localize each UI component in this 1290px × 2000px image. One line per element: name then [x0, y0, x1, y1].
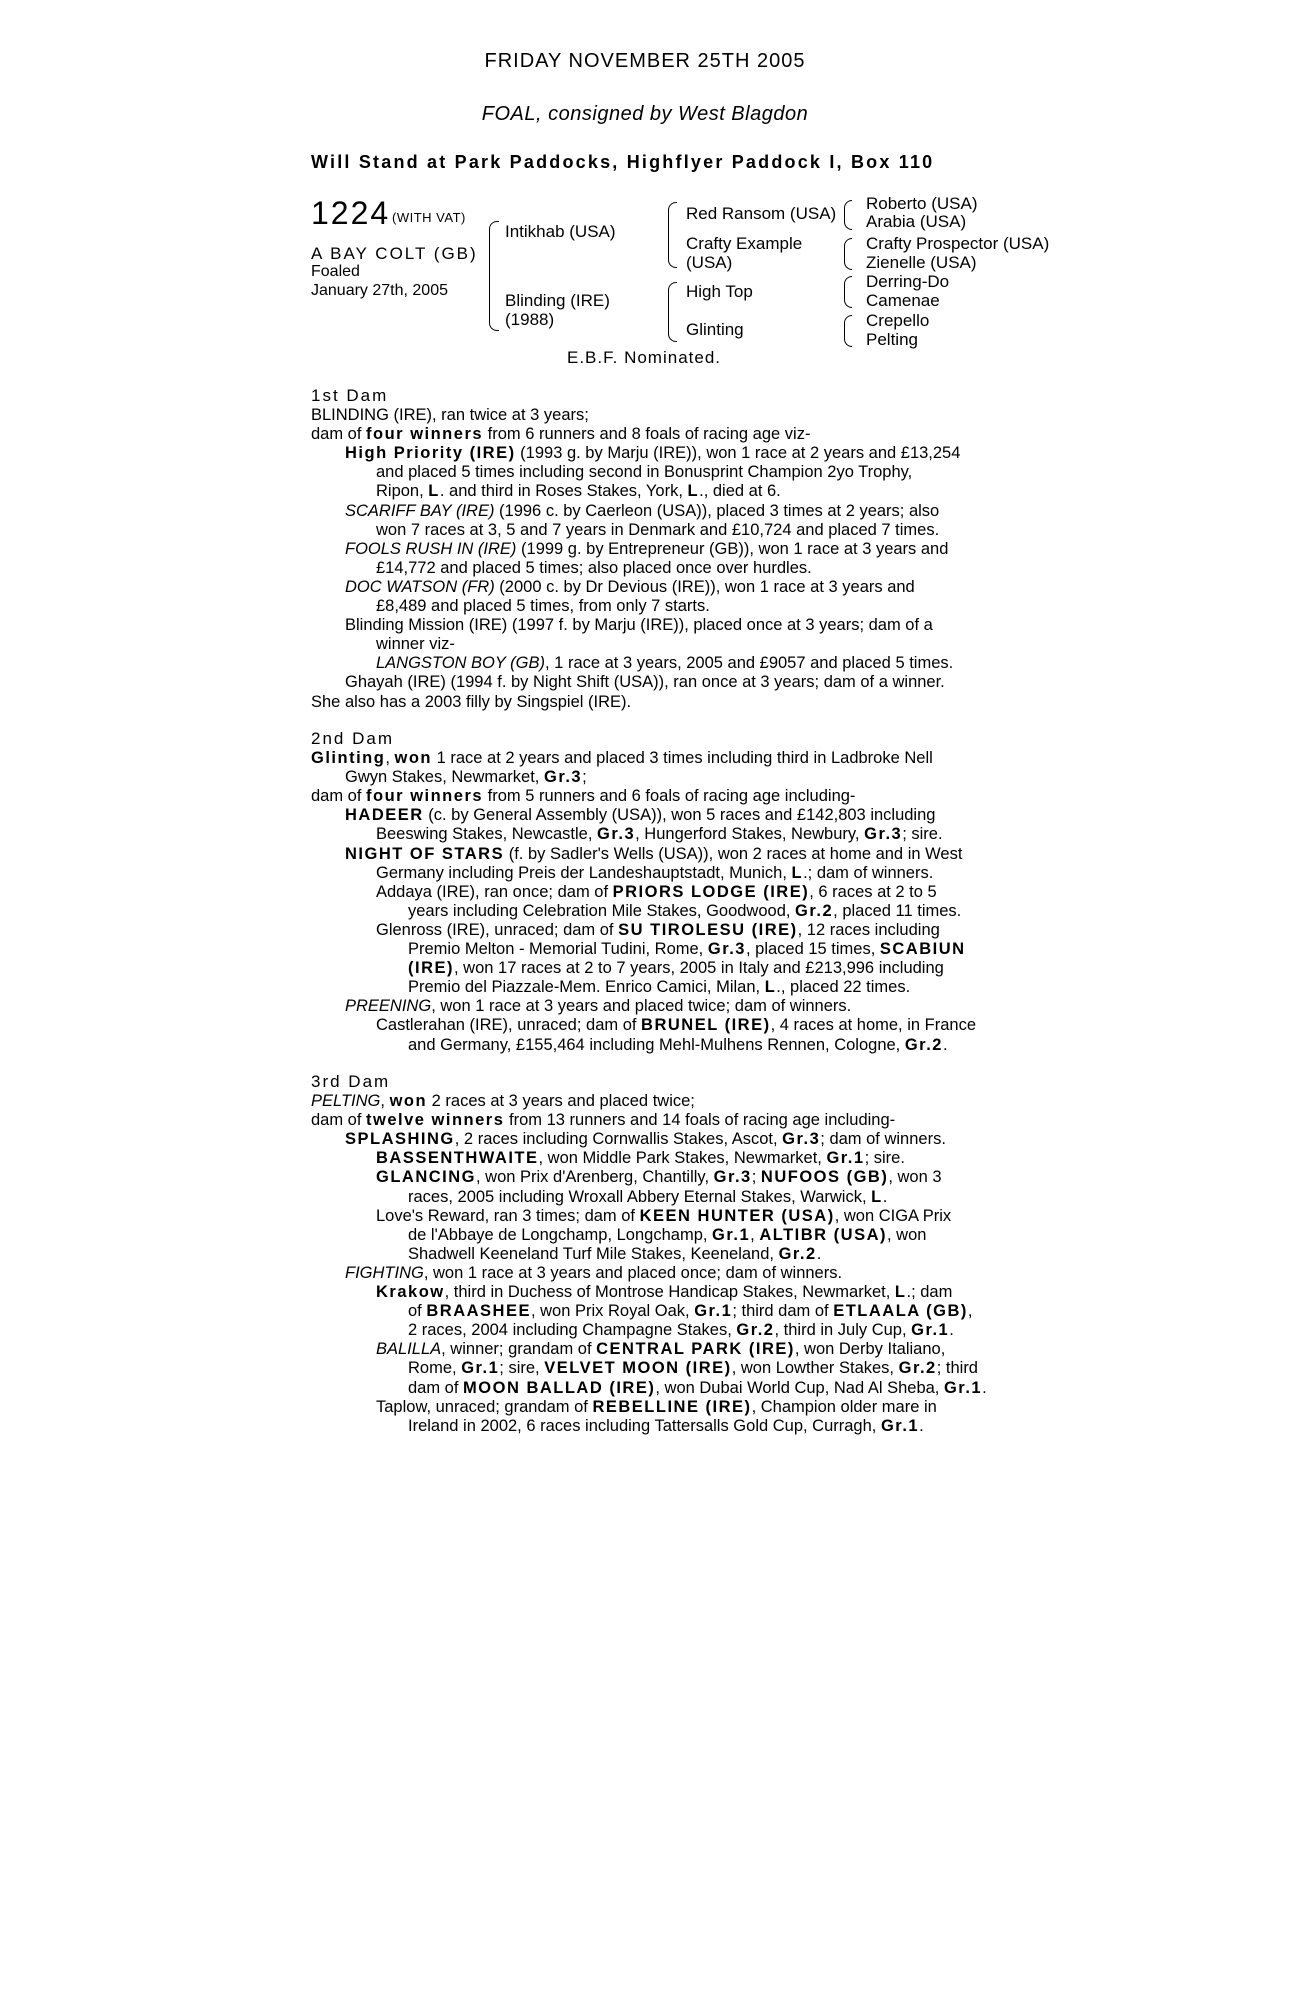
pedigree-sire-dam: Crafty Example — [686, 234, 803, 253]
section-title: 2nd Dam — [311, 729, 394, 748]
pedigree-line: Gwyn Stakes, Newmarket, Gr.3; — [345, 768, 587, 787]
bold-highlight: Gr.2 — [904, 1035, 943, 1054]
bold-highlight: Glinting — [311, 749, 386, 767]
bold-highlight: Gr.2 — [778, 1244, 817, 1263]
pedigree-sdd: Zienelle (USA) — [866, 253, 977, 272]
brace-dd — [844, 315, 852, 347]
bold-highlight: Gr.2 — [736, 1321, 775, 1340]
brace-gen1 — [489, 221, 499, 331]
pedigree-dam-year: (1988) — [505, 310, 555, 329]
horse-name-italic: PELTING — [311, 1092, 381, 1110]
bold-highlight: Gr.1 — [694, 1302, 733, 1321]
pedigree-line: Premio Melton - Memorial Tudini, Rome, Gr.3, placed 15 times, SCABIUN — [408, 940, 966, 958]
horse-name-italic: PREENING — [345, 997, 432, 1016]
pedigree-line: GLANCING, won Prix d'Arenberg, Chantilly, Gr.3; NUFOOS (GB), won 3 — [376, 1168, 942, 1187]
pedigree-line: (IRE), won 17 races at 2 to 7 years, 2005 in Italy and £213,996 including — [408, 959, 944, 978]
pedigree-line: Glenross (IRE), unraced; dam of SU TIROLESU (IRE), 12 races including — [376, 920, 940, 939]
section-title: 1st Dam — [311, 386, 389, 405]
bold-highlight: L — [428, 482, 440, 501]
pedigree-line: of BRAASHEE, won Prix Royal Oak, Gr.1; third dam of ETLAALA (GB), — [408, 1302, 973, 1321]
bold-highlight: Gr.3 — [864, 825, 903, 844]
bold-highlight: MOON BALLAD (IRE) — [463, 1378, 656, 1397]
pedigree-line: Glinting, won 1 race at 2 years and placed 3 times including third in Ladbroke Nell — [311, 749, 933, 767]
pedigree-sss: Roberto (USA) — [866, 194, 978, 213]
bold-highlight: Gr.3 — [543, 768, 583, 787]
pedigree-line: NIGHT OF STARS (f. by Sadler's Wells (USA)), won 2 races at home and in West — [345, 844, 963, 863]
bold-highlight: L — [894, 1283, 907, 1301]
pedigree-line: Ireland in 2002, 6 races including Tattersalls Gold Cup, Curragh, Gr.1. — [408, 1416, 924, 1435]
pedigree-dam: Blinding (IRE) — [505, 291, 610, 310]
bold-highlight: HADEER — [345, 806, 424, 825]
pedigree-line: Germany including Preis der Landeshauptstadt, Munich, L.; dam of winners. — [376, 863, 934, 882]
bold-highlight: Gr.1 — [943, 1378, 983, 1397]
pedigree-dss: Derring-Do — [866, 272, 950, 291]
bold-highlight: GLANCING — [376, 1168, 476, 1187]
brace-ds — [844, 276, 852, 308]
section-title: 3rd Dam — [311, 1072, 391, 1091]
pedigree-line: PREENING, won 1 race at 3 years and placed twice; dam of winners. — [345, 997, 852, 1016]
pedigree-line: FOOLS RUSH IN (IRE) (1999 g. by Entrepreneur (GB)), won 1 race at 3 years and — [345, 539, 949, 558]
pedigree-line: Love's Reward, ran 3 times; dam of KEEN HUNTER (USA), won CIGA Prix — [376, 1206, 952, 1225]
pedigree-line: Ripon, L. and third in Roses Stakes, York, L., died at 6. — [376, 482, 781, 501]
pedigree-ddd: Pelting — [866, 330, 918, 349]
pedigree-line: years including Celebration Mile Stakes, Goodwood, Gr.2, placed 11 times. — [408, 901, 962, 920]
bold-highlight: won — [394, 749, 432, 767]
bold-highlight: Gr.1 — [880, 1416, 920, 1435]
bold-highlight: PRIORS LODGE (IRE) — [612, 882, 810, 901]
lot-description: A BAY COLT (GB) — [311, 244, 478, 263]
pedigree-line: Beeswing Stakes, Newcastle, Gr.3, Hungerford Stakes, Newbury, Gr.3; sire. — [376, 825, 943, 844]
pedigree-dsd: Camenae — [866, 291, 940, 310]
bold-highlight: KEEN HUNTER (USA) — [639, 1206, 835, 1225]
bold-highlight: twelve winners — [366, 1111, 505, 1130]
brace-sd — [844, 238, 852, 270]
pedigree-line: 2 races, 2004 including Champagne Stakes, Gr.2, third in July Cup, Gr.1. — [408, 1321, 954, 1340]
bold-highlight: Gr.3 — [707, 940, 746, 958]
brace-dam — [668, 282, 677, 342]
bold-highlight: NUFOOS (GB) — [760, 1168, 889, 1187]
bold-highlight: SPLASHING — [345, 1130, 455, 1149]
horse-name-italic: SCARIFF BAY (IRE) — [345, 501, 495, 520]
pedigree-line: PELTING, won 2 races at 3 years and placed twice; — [311, 1092, 695, 1110]
bold-highlight: VELVET MOON (IRE) — [544, 1359, 732, 1378]
pedigree-line: dam of four winners from 5 runners and 6 foals of racing age including- — [311, 787, 856, 806]
bold-highlight: Gr.2 — [795, 901, 834, 920]
pedigree-line: LANGSTON BOY (GB), 1 race at 3 years, 2005 and £9057 and placed 5 times. — [376, 654, 954, 673]
pedigree-line: £14,772 and placed 5 times; also placed once over hurdles. — [376, 558, 812, 577]
pedigree-line: HADEER (c. by General Assembly (USA)), won 5 races and £142,803 including — [345, 806, 936, 825]
pedigree-line: de l'Abbaye de Longchamp, Longchamp, Gr.1, ALTIBR (USA), won — [408, 1225, 927, 1244]
pedigree-line: Shadwell Keeneland Turf Mile Stakes, Keeneland, Gr.2. — [408, 1244, 822, 1263]
brace-sire — [668, 202, 677, 268]
pedigree-dam-dam: Glinting — [686, 320, 744, 339]
pedigree-sire-dam-country: (USA) — [686, 253, 733, 272]
bold-highlight: Gr.1 — [461, 1359, 500, 1378]
bold-highlight: Gr.1 — [712, 1225, 751, 1244]
pedigree-sire: Intikhab (USA) — [505, 222, 616, 241]
pedigree-line: dam of four winners from 6 runners and 8 foals of racing age viz- — [311, 425, 811, 444]
bold-highlight: BASSENTHWAITE — [376, 1149, 539, 1168]
bold-highlight: Gr.1 — [826, 1149, 865, 1168]
horse-name-italic: FIGHTING — [345, 1263, 424, 1282]
horse-name-italic: BALILLA — [376, 1340, 442, 1359]
bold-highlight: four winners — [366, 425, 484, 444]
pedigree-line: dam of MOON BALLAD (IRE), won Dubai World Cup, Nad Al Sheba, Gr.1. — [408, 1378, 987, 1397]
pedigree-line: She also has a 2003 filly by Singspiel (IRE). — [311, 692, 632, 711]
bold-highlight: (IRE) — [408, 959, 454, 978]
bold-highlight: four winners — [366, 787, 484, 806]
bold-highlight: won — [389, 1092, 428, 1110]
consignment-line: FOAL, consigned by West Blagdon — [481, 103, 809, 125]
pedigree-line: DOC WATSON (FR) (2000 c. by Dr Devious (IRE)), won 1 race at 3 years and — [345, 577, 915, 596]
bold-highlight: L — [687, 482, 700, 501]
pedigree-sire-sire: Red Ransom (USA) — [686, 204, 837, 223]
bold-highlight: Gr.3 — [782, 1130, 821, 1149]
pedigree-line: High Priority (IRE) (1993 g. by Marju (IRE)), won 1 race at 2 years and £13,254 — [345, 444, 961, 463]
pedigree-line: Ghayah (IRE) (1994 f. by Night Shift (USA)), ran once at 3 years; dam of a winner. — [345, 673, 945, 692]
pedigree-line: BALILLA, winner; grandam of CENTRAL PARK (IRE), won Derby Italiano, — [376, 1340, 946, 1359]
pedigree-dds: Crepello — [866, 311, 930, 330]
pedigree-dam-sire: High Top — [686, 282, 753, 301]
bold-highlight: NIGHT OF STARS — [345, 844, 505, 863]
bold-highlight: ALTIBR (USA) — [759, 1225, 888, 1244]
lot-number: 1224 — [311, 195, 391, 231]
pedigree-line: races, 2005 including Wroxall Abbery Eternal Stakes, Warwick, L. — [408, 1187, 888, 1206]
pedigree-line: won 7 races at 3, 5 and 7 years in Denmark and £10,724 and placed 7 times. — [376, 520, 940, 539]
pedigree-line: FIGHTING, won 1 race at 3 years and placed once; dam of winners. — [345, 1263, 843, 1282]
pedigree-line: £8,489 and placed 5 times, from only 7 starts. — [376, 597, 710, 615]
pedigree-sds: Crafty Prospector (USA) — [866, 234, 1050, 253]
pedigree-line: Premio del Piazzale-Mem. Enrico Camici, Milan, L., placed 22 times. — [408, 978, 911, 997]
bold-highlight: SU TIROLESU (IRE) — [618, 920, 798, 939]
pedigree-line: and Germany, £155,464 including Mehl-Mulhens Rennen, Cologne, Gr.2. — [408, 1035, 948, 1054]
horse-name-italic: DOC WATSON (FR) — [345, 577, 495, 596]
lot-vat-note: (WITH VAT) — [392, 210, 466, 225]
pedigree-ssd: Arabia (USA) — [866, 212, 967, 231]
bold-highlight: BRUNEL (IRE) — [641, 1016, 771, 1035]
pedigree-line: Blinding Mission (IRE) (1997 f. by Marju (IRE)), placed once at 3 years; dam of a — [345, 616, 933, 635]
pedigree-line: and placed 5 times including second in Bonusprint Champion 2yo Trophy, — [376, 463, 913, 482]
bold-highlight: ETLAALA (GB) — [833, 1302, 968, 1321]
pedigree-line: winner viz- — [376, 635, 455, 654]
bold-highlight: SCABIUN — [879, 940, 966, 958]
bold-highlight: Gr.3 — [713, 1168, 752, 1187]
bold-highlight: CENTRAL PARK (IRE) — [596, 1340, 795, 1359]
bold-highlight: REBELLINE (IRE) — [592, 1397, 752, 1416]
brace-ss — [844, 200, 852, 230]
sale-date: FRIDAY NOVEMBER 25TH 2005 — [484, 50, 806, 72]
ebf-nomination: E.B.F. Nominated. — [567, 348, 722, 367]
pedigree-line: BLINDING (IRE), ran twice at 3 years; — [311, 406, 589, 424]
foaled-label: Foaled — [311, 263, 360, 280]
pedigree-line: dam of twelve winners from 13 runners and 14 foals of racing age including- — [311, 1111, 896, 1130]
horse-name-italic: FOOLS RUSH IN (IRE) — [345, 539, 517, 558]
pedigree-line: Krakow, third in Duchess of Montrose Handicap Stakes, Newmarket, L.; dam — [376, 1283, 953, 1301]
stand-location: Will Stand at Park Paddocks, Highflyer Paddock I, Box 110 — [311, 152, 935, 172]
bold-highlight: L — [764, 978, 777, 997]
pedigree-line: SPLASHING, 2 races including Cornwallis Stakes, Ascot, Gr.3; dam of winners. — [345, 1130, 946, 1149]
bold-highlight: BRAASHEE — [426, 1302, 531, 1321]
foaled-date: January 27th, 2005 — [311, 282, 448, 299]
pedigree-line: Taplow, unraced; grandam of REBELLINE (IRE), Champion older mare in — [376, 1397, 937, 1416]
pedigree-line: Addaya (IRE), ran once; dam of PRIORS LODGE (IRE), 6 races at 2 to 5 — [376, 882, 937, 901]
bold-highlight: L — [791, 863, 804, 882]
bold-highlight: Gr.1 — [911, 1321, 950, 1340]
bold-highlight: High Priority (IRE) — [345, 444, 516, 463]
horse-name-italic: LANGSTON BOY (GB) — [376, 654, 546, 673]
bold-highlight: Gr.3 — [597, 825, 636, 844]
bold-highlight: Gr.2 — [898, 1359, 937, 1378]
bold-highlight: Krakow — [376, 1283, 445, 1301]
pedigree-line: Rome, Gr.1; sire, VELVET MOON (IRE), won Lowther Stakes, Gr.2; third — [408, 1359, 978, 1378]
pedigree-line: Castlerahan (IRE), unraced; dam of BRUNEL (IRE), 4 races at home, in France — [376, 1016, 977, 1035]
pedigree-line: BASSENTHWAITE, won Middle Park Stakes, Newmarket, Gr.1; sire. — [376, 1149, 905, 1168]
bold-highlight: L — [871, 1187, 883, 1206]
pedigree-line: SCARIFF BAY (IRE) (1996 c. by Caerleon (USA)), placed 3 times at 2 years; also — [345, 501, 940, 520]
